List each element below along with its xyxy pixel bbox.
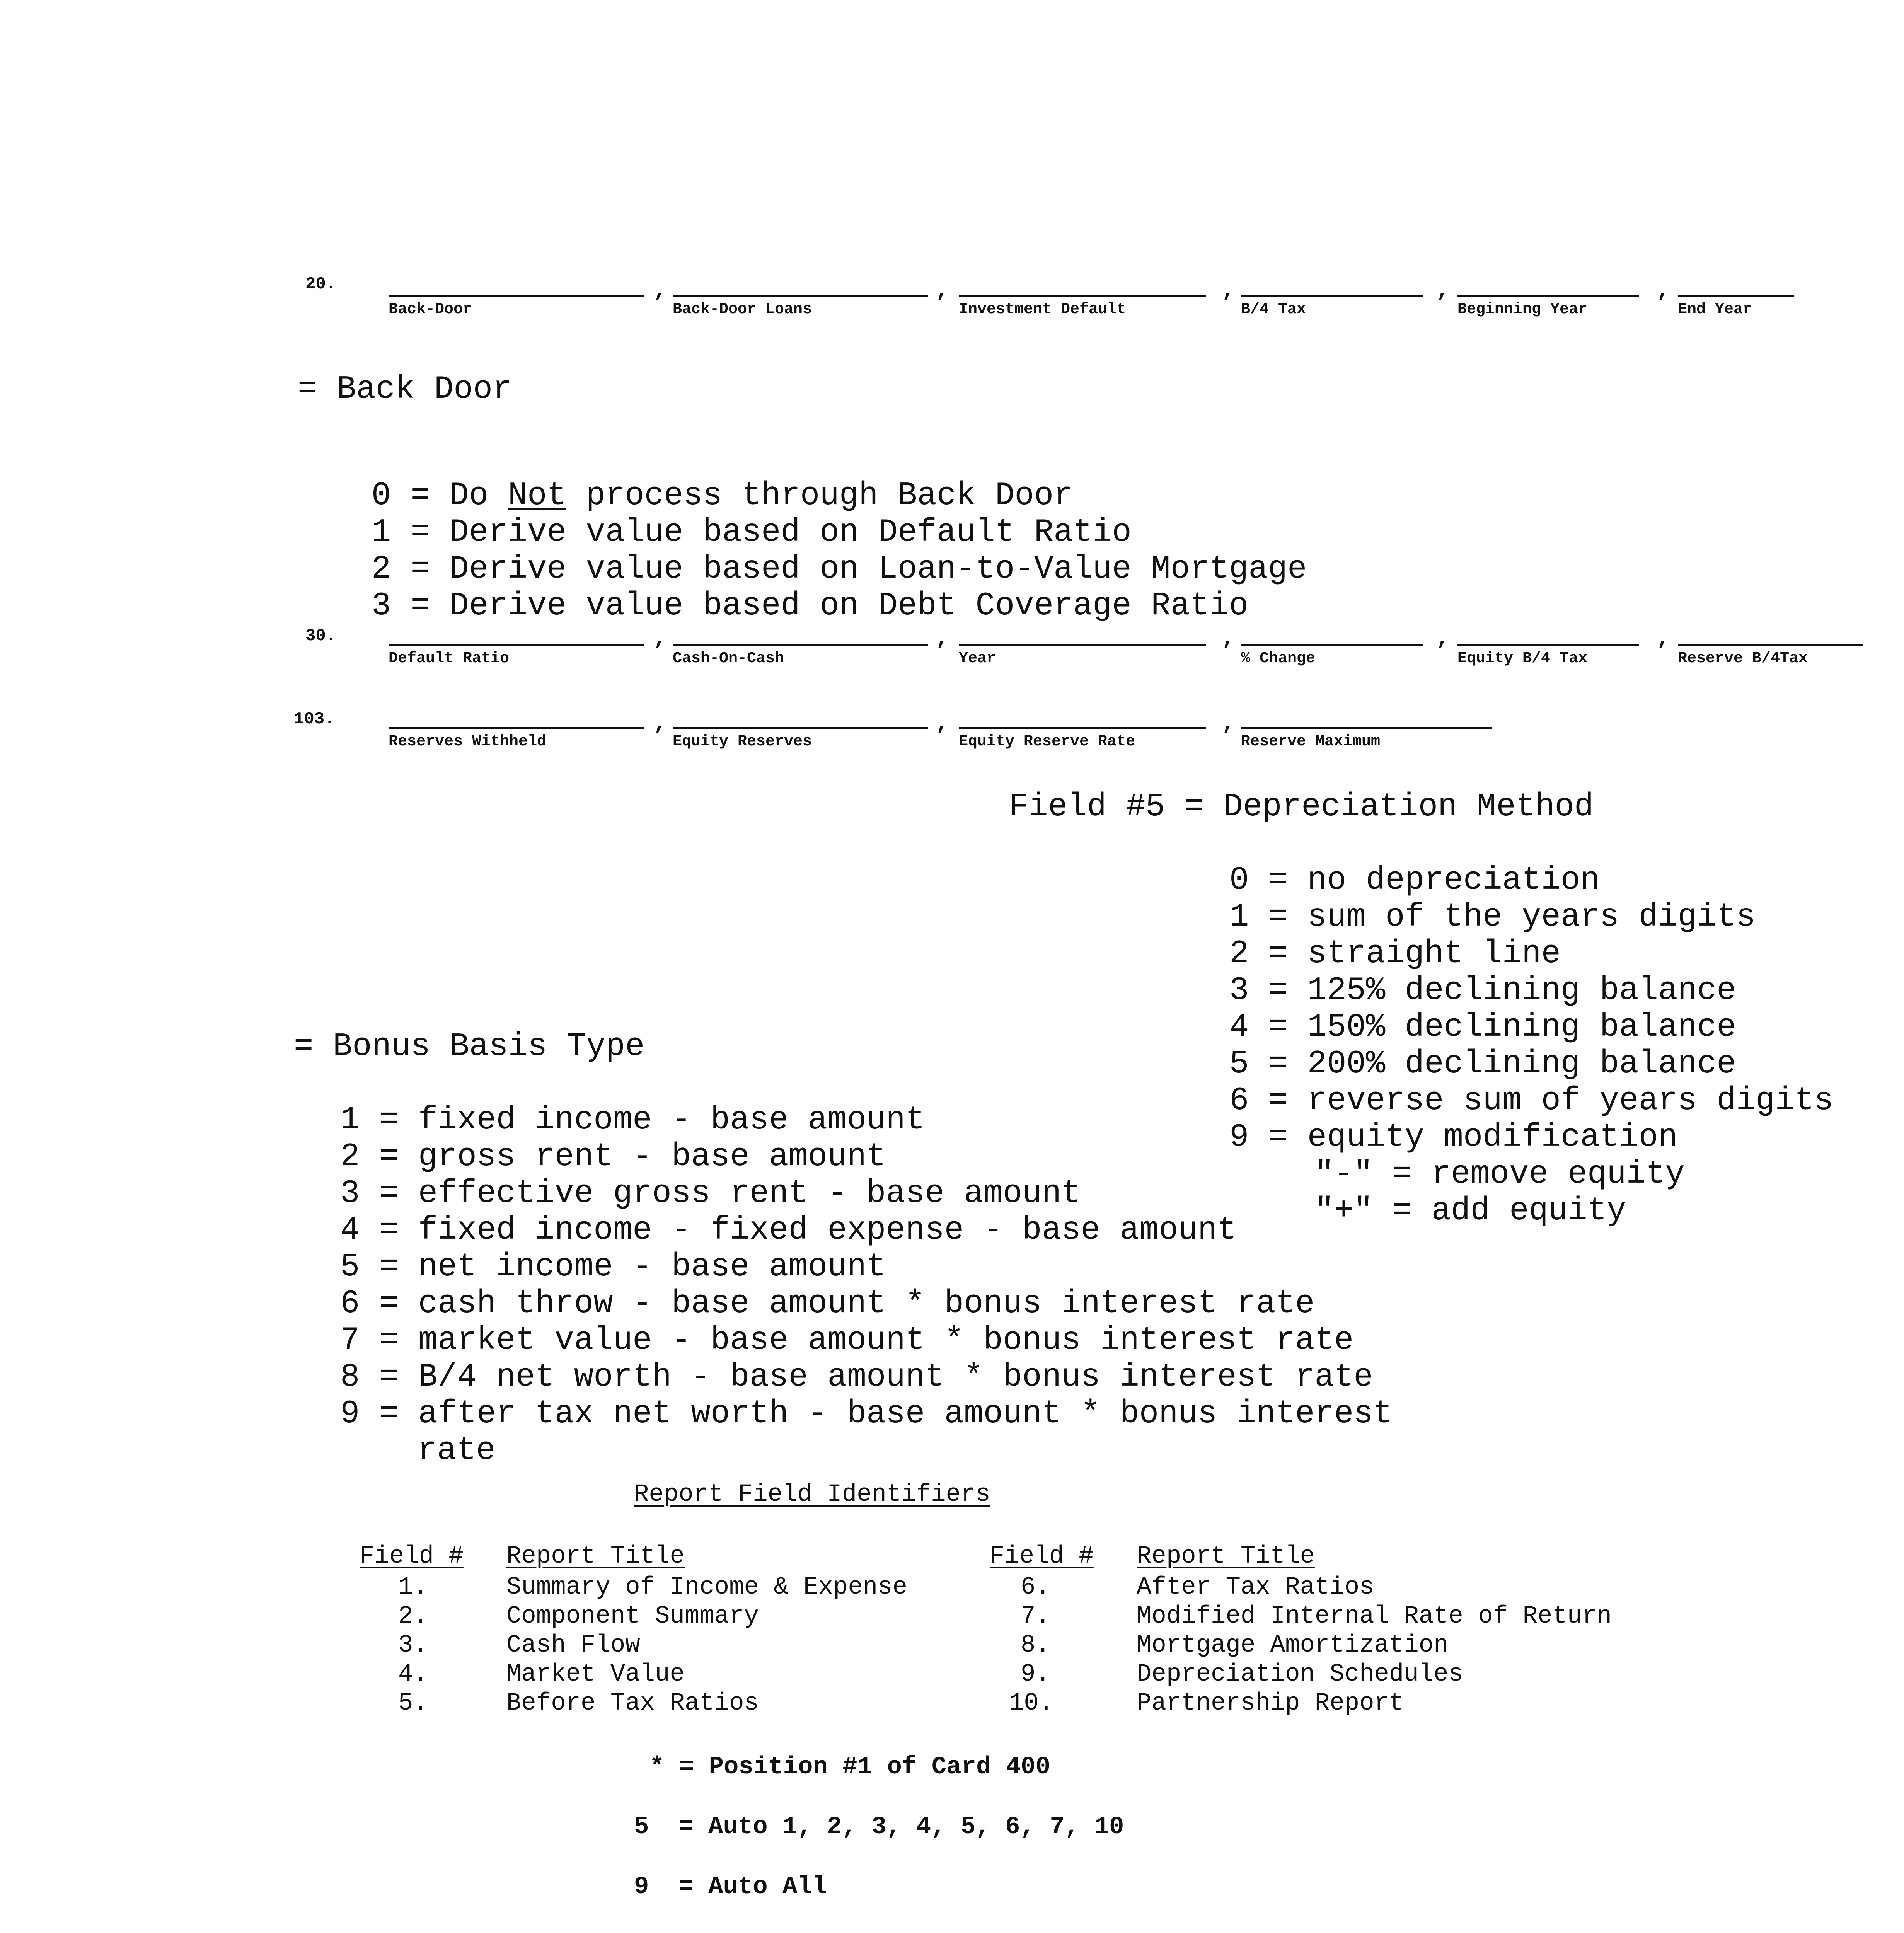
bonus-option: 6 = cash throw - base amount * bonus interest rate xyxy=(340,1285,1315,1322)
position-note: 5 = Auto 1, 2, 3, 4, 5, 6, 7, 10 xyxy=(634,1813,1124,1841)
report-field-title: Market Value xyxy=(506,1660,685,1688)
field-investment-default[interactable]: Investment Default xyxy=(959,295,1206,318)
field-reserve-b4-tax[interactable]: Reserve B/4Tax xyxy=(1678,644,1863,667)
depreciation-option: 4 = 150% declining balance xyxy=(1229,1009,1736,1046)
report-field-number: 4. xyxy=(398,1660,428,1688)
bonus-option: 9 = after tax net worth - base amount * bonus interest xyxy=(340,1396,1393,1432)
report-field-title: Modified Internal Rate of Return xyxy=(1137,1602,1612,1630)
report-field-title: After Tax Ratios xyxy=(1137,1573,1374,1601)
depreciation-option: 0 = no depreciation xyxy=(1229,862,1600,899)
back-door-option-0: 0 = Do Not process through Back Door xyxy=(371,477,1073,514)
report-field-title: Summary of Income & Expense xyxy=(506,1573,907,1601)
back-door-option-2: 2 = Derive value based on Loan-to-Value Mortgage xyxy=(371,551,1307,588)
report-field-number: 2. xyxy=(398,1602,428,1630)
bonus-option: 5 = net income - base amount xyxy=(340,1249,886,1285)
separator: , xyxy=(1222,626,1235,651)
report-field-number: 3. xyxy=(398,1631,428,1659)
report-col-field-right: Field # xyxy=(990,1543,1094,1570)
report-col-field-left: Field # xyxy=(360,1543,464,1570)
row-20-id: 20. xyxy=(305,274,336,294)
report-col-title-left: Report Title xyxy=(506,1543,685,1570)
field-equity-reserve-rate[interactable]: Equity Reserve Rate xyxy=(959,727,1206,750)
field-equity-b4-tax[interactable]: Equity B/4 Tax xyxy=(1457,644,1639,667)
depreciation-suboption: "+" = add equity xyxy=(1314,1193,1626,1229)
report-field-number: 7. xyxy=(1021,1602,1050,1630)
report-field-title: Partnership Report xyxy=(1137,1689,1404,1717)
depreciation-option: 5 = 200% declining balance xyxy=(1229,1046,1736,1082)
field-reserve-maximum[interactable]: Reserve Maximum xyxy=(1241,727,1492,750)
bonus-option: 8 = B/4 net worth - base amount * bonus interest rate xyxy=(340,1359,1373,1396)
bonus-option: 1 = fixed income - base amount xyxy=(340,1102,925,1139)
report-title: Report Field Identifiers xyxy=(634,1481,990,1509)
separator: , xyxy=(653,278,666,303)
field-end-year[interactable]: End Year xyxy=(1678,295,1794,318)
separator: , xyxy=(1436,278,1449,303)
field-b4-tax[interactable]: B/4 Tax xyxy=(1241,295,1423,318)
depreciation-option: 6 = reverse sum of years digits xyxy=(1229,1082,1834,1119)
separator: , xyxy=(653,626,666,651)
row-103-id: 103. xyxy=(294,709,335,729)
bonus-option-continuation: rate xyxy=(418,1432,496,1469)
separator: , xyxy=(653,711,666,736)
field-back-door-loans[interactable]: Back-Door Loans xyxy=(673,295,928,318)
back-door-heading: = Back Door xyxy=(298,371,512,408)
report-field-number: 8. xyxy=(1021,1631,1050,1659)
report-field-number: 9. xyxy=(1021,1660,1050,1688)
back-door-option-3: 3 = Derive value based on Debt Coverage Ratio xyxy=(371,588,1249,624)
separator: , xyxy=(1657,626,1670,651)
field-year[interactable]: Year xyxy=(959,644,1206,667)
separator: , xyxy=(1657,278,1670,303)
depreciation-option: 1 = sum of the years digits xyxy=(1229,899,1756,936)
report-field-number: 5. xyxy=(398,1689,428,1717)
depreciation-option: 9 = equity modification xyxy=(1229,1119,1678,1156)
bonus-option: 3 = effective gross rent - base amount xyxy=(340,1175,1081,1212)
bonus-option: 4 = fixed income - fixed expense - base amount xyxy=(340,1212,1237,1249)
field-equity-reserves[interactable]: Equity Reserves xyxy=(673,727,928,750)
field-percent-change[interactable]: % Change xyxy=(1241,644,1423,667)
separator: , xyxy=(1222,278,1235,303)
field-cash-on-cash[interactable]: Cash-On-Cash xyxy=(673,644,928,667)
separator: , xyxy=(1222,711,1235,736)
position-note: 9 = Auto All xyxy=(634,1873,827,1901)
back-door-option-1: 1 = Derive value based on Default Ratio xyxy=(371,514,1132,551)
separator: , xyxy=(936,711,949,736)
report-field-title: Before Tax Ratios xyxy=(506,1689,759,1717)
depreciation-suboption: "-" = remove equity xyxy=(1314,1156,1685,1193)
report-col-title-right: Report Title xyxy=(1137,1543,1315,1570)
report-field-title: Mortgage Amortization xyxy=(1137,1631,1449,1659)
report-field-title: Component Summary xyxy=(506,1602,759,1630)
bonus-option: 2 = gross rent - base amount xyxy=(340,1139,886,1175)
report-field-title: Depreciation Schedules xyxy=(1137,1660,1463,1688)
depreciation-heading: Field #5 = Depreciation Method xyxy=(1009,789,1594,825)
separator: , xyxy=(1436,626,1449,651)
field-beginning-year[interactable]: Beginning Year xyxy=(1457,295,1639,318)
depreciation-option: 2 = straight line xyxy=(1229,936,1561,972)
depreciation-option: 3 = 125% declining balance xyxy=(1229,972,1736,1009)
position-note: * = Position #1 of Card 400 xyxy=(649,1753,1050,1781)
report-field-number: 6. xyxy=(1021,1573,1050,1601)
field-reserves-withheld[interactable]: Reserves Withheld xyxy=(389,727,644,750)
report-field-number: 10. xyxy=(1009,1689,1054,1717)
separator: , xyxy=(936,626,949,651)
field-back-door[interactable]: Back-Door xyxy=(389,295,644,318)
report-field-title: Cash Flow xyxy=(506,1631,640,1659)
row-30-id: 30. xyxy=(305,626,336,646)
bonus-heading: = Bonus Basis Type xyxy=(294,1028,645,1065)
field-default-ratio[interactable]: Default Ratio xyxy=(389,644,644,667)
report-field-number: 1. xyxy=(398,1573,428,1601)
bonus-option: 7 = market value - base amount * bonus interest rate xyxy=(340,1322,1354,1359)
separator: , xyxy=(936,278,949,303)
